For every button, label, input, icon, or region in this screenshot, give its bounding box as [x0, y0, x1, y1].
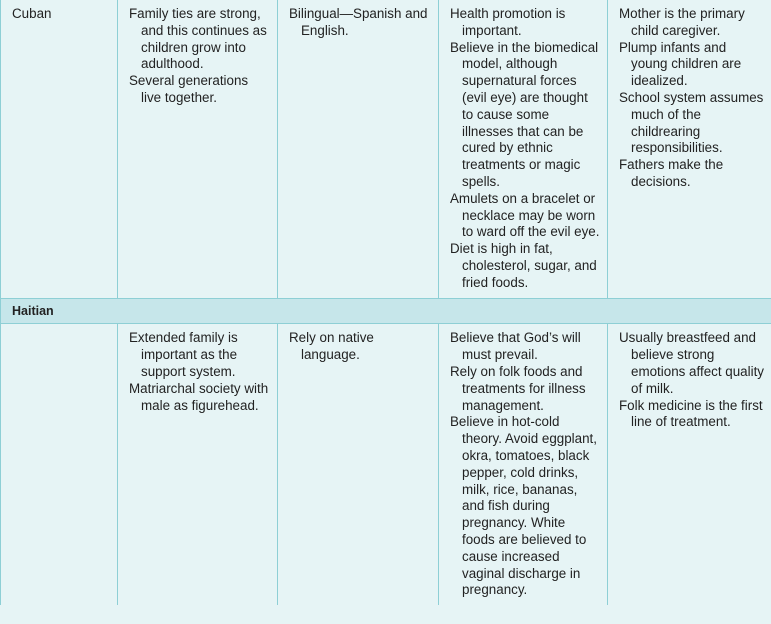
section-header-row: [1, 298, 771, 324]
health-cell: [439, 0, 608, 298]
list-item: School system assumes much of the childrearing responsibilities.: [619, 89, 764, 156]
family-cell: [118, 0, 278, 298]
group-label: Cuban: [12, 6, 52, 21]
list-item: Believe in hot-cold theory. Avoid eggplant, okra, tomatoes, black pepper, cold drinks, milk, rice, bananas, and fish during pregnancy. White foods are believed to cause increased vaginal discharge in pregnancy.: [450, 414, 597, 598]
list-item: Folk medicine is the first line of treatment.: [619, 397, 763, 430]
group-cell: [1, 324, 118, 605]
childrearing-cell: [608, 0, 771, 298]
list-item: Rely on folk foods and treatments for illness management.: [450, 363, 586, 413]
list-item: Mother is the primary child caregiver.: [619, 6, 745, 38]
list-item: Plump infants and young children are idealized.: [619, 39, 742, 89]
group-cell: [1, 0, 118, 298]
list-item: Matriarchal society with male as figurehead.: [129, 380, 269, 413]
childrearing-cell: [608, 324, 771, 605]
list-item: Fathers make the decisions.: [619, 157, 724, 189]
list-item: Bilingual—Spanish and English.: [289, 6, 428, 38]
table-row-cuban: [1, 0, 771, 298]
language-cell: [278, 0, 439, 298]
table-row-haitian: [1, 324, 771, 605]
list-item: Usually breastfeed and believe strong emotions affect quality of milk.: [619, 330, 764, 396]
family-cell: [118, 324, 278, 605]
list-item: Family ties are strong, and this continues as children grow into adulthood.: [129, 6, 267, 72]
health-cell: [439, 324, 608, 605]
list-item: Amulets on a bracelet or necklace may be worn to ward off the evil eye.: [450, 190, 600, 240]
list-item: Extended family is important as the support system.: [129, 330, 238, 379]
list-item: Believe in the biomedical model, although supernatural forces (evil eye) are thought to cause some illnesses that can be cured by ethnic treatments or magic spells.: [450, 39, 599, 189]
list-item: Several generations live together.: [129, 73, 249, 105]
section-title: Haitian: [1, 298, 771, 324]
list-item: Health promotion is important.: [450, 6, 566, 38]
list-item: Rely on native language.: [289, 330, 374, 363]
list-item: Diet is high in fat, cholesterol, sugar, and fried foods.: [450, 241, 597, 290]
language-cell: [278, 324, 439, 605]
list-item: Believe that God’s will must prevail.: [450, 330, 581, 363]
